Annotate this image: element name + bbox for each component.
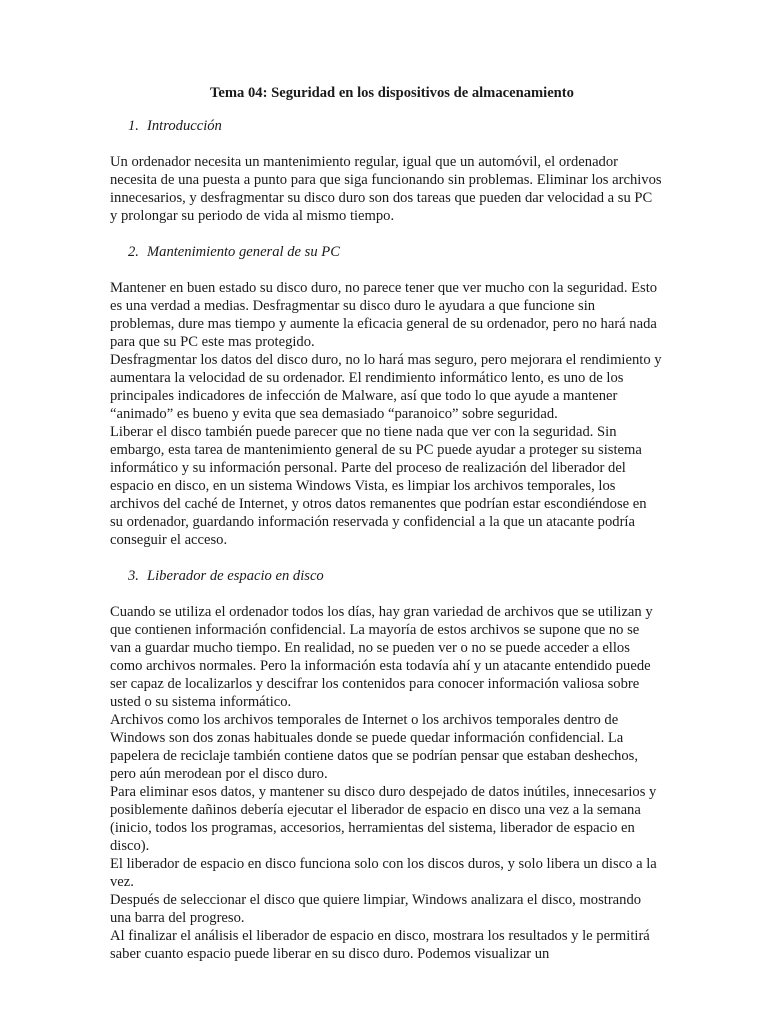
section-number: 3. — [128, 568, 139, 584]
paragraph: El liberador de espacio en disco funciona solo con los discos duros, y solo libera un disco a la vez. — [110, 856, 657, 890]
section-body-introduccion — [110, 153, 662, 225]
paragraph: Después de seleccionar el disco que quiere limpiar, Windows analizara el disco, mostrando una barra del progreso. — [110, 892, 642, 926]
section-body-mantenimiento — [110, 279, 662, 549]
paragraph: Cuando se utiliza el ordenador todos los días, hay gran variedad de archivos que se utilizan y que contienen información confidencial. La mayoría de estos archivos se supone que no se van a guardar mucho tiempo. En realidad, no se pueden ver o no se puede acceder a ellos como archivos normales. Pero la información esta todavía ahí y un atacante entendido puede ser capaz de localizarlos y descifrar los contenidos para conocer información valiosa sobre usted o su sistema informático. — [110, 604, 653, 710]
section-number: 1. — [128, 118, 139, 134]
section-heading-liberador — [110, 567, 662, 585]
document-content — [110, 84, 662, 981]
paragraph: Para eliminar esos datos, y mantener su disco duro despejado de datos inútiles, innecesarios y posiblemente dañinos debería ejecutar el liberador de espacio en disco una vez a la semana (inicio, todos los programas, accesorios, herramientas del sistema, liberador de espacio en disco). — [110, 784, 657, 854]
paragraph: Liberar el disco también puede parecer que no tiene nada que ver con la seguridad. Sin embargo, esta tarea de mantenimiento general de su PC puede ayudar a proteger su sistema informático y su información personal. Parte del proceso de realización del liberador del espacio en disco, en un sistema Windows Vista, es limpiar los archivos temporales, los archivos del caché de Internet, y otros datos remanentes que podrían estar escondiéndose en su ordenador, guardando información reservada y confidencial a la que un atacante podría conseguir el acceso. — [110, 424, 647, 548]
section-heading-text: Liberador de espacio en disco — [147, 568, 324, 584]
paragraph: Un ordenador necesita un mantenimiento regular, igual que un automóvil, el ordenador necesita de una puesta a punto para que siga funcionando sin problemas. Eliminar los archivos innecesarios, y desfragmentar su disco duro son dos tareas que pueden dar velocidad a su PC y prolongar su periodo de vida al mismo tiempo. — [110, 154, 662, 224]
paragraph: Al finalizar el análisis el liberador de espacio en disco, mostrara los resultados y le permitirá saber cuanto espacio puede liberar en su disco duro. Podemos visualizar un — [110, 928, 650, 962]
section-heading-text: Mantenimiento general de su PC — [147, 244, 340, 260]
section-body-liberador — [110, 603, 662, 963]
section-heading-introduccion — [110, 117, 662, 135]
paragraph: Archivos como los archivos temporales de Internet o los archivos temporales dentro de Windows son dos zonas habituales donde se puede quedar información confidencial. La papelera de reciclaje también contiene datos que se podrían pensar que estaban deshechos, pero aún merodean por el disco duro. — [110, 712, 638, 782]
document-title: Tema 04: Seguridad en los dispositivos de almacenamiento — [210, 85, 574, 101]
section-heading-text: Introducción — [147, 118, 222, 134]
paragraph: Mantener en buen estado su disco duro, no parece tener que ver mucho con la seguridad. Esto es una verdad a medias. Desfragmentar su disco duro le ayudara a que funcione sin problemas, dure mas tiempo y aumente la eficacia general de su ordenador, pero no hará nada para que su PC este mas protegido. — [110, 280, 658, 350]
section-heading-mantenimiento — [110, 243, 662, 261]
paragraph: Desfragmentar los datos del disco duro, no lo hará mas seguro, pero mejorara el rendimiento y aumentara la velocidad de su ordenador. El rendimiento informático lento, es uno de los principales indicadores de infección de Malware, así que todo lo que ayude a mantener “animado” es bueno y evita que sea demasiado “paranoico” sobre seguridad. — [110, 352, 662, 422]
section-number: 2. — [128, 244, 139, 260]
